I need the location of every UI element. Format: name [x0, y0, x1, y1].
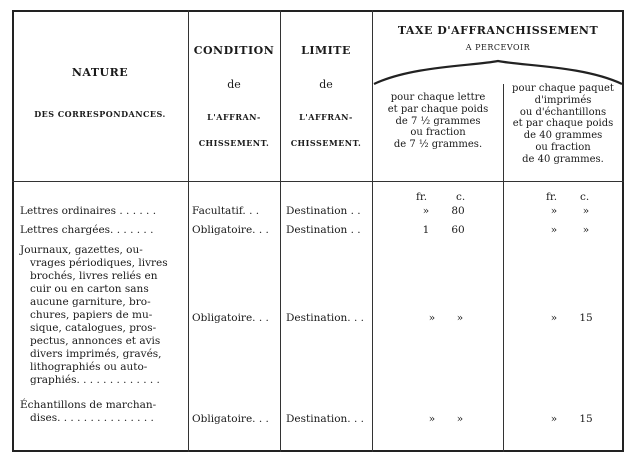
header-condition-sub1: L'AFFRAN- [207, 112, 261, 122]
header-lettre-column: pour chaque lettre et par chaque poids de 7 ½ grammes ou fraction de 7 ½ grammes. [387, 92, 489, 151]
row-lettres-ordinaires-paquet-fr: » [550, 205, 558, 217]
row-lettres-ordinaires-limite: Destination . . [286, 205, 361, 217]
row-echantillons-lettre-fr: » [428, 413, 436, 425]
unit-c-paquet: c. [580, 191, 590, 203]
row-lettres-ordinaires-condition: Facultatif. . . [192, 205, 260, 217]
row-journaux-limite: Destination. . . [286, 312, 364, 324]
row-lettres-ordinaires-lettre-fr: » [422, 205, 430, 217]
header-limite: LIMITE [301, 44, 351, 57]
row-lettres-chargees-lettre-c: 60 [451, 224, 465, 236]
header-limite-de: de [319, 78, 333, 91]
header-nature: NATURE [71, 66, 129, 79]
row-echantillons-lettre-c: » [456, 413, 464, 425]
row-journaux-lettre-c: » [456, 312, 464, 324]
row-echantillons-limite: Destination. . . [286, 413, 364, 425]
row-echantillons-condition: Obligatoire. . . [192, 413, 269, 425]
header-condition: CONDITION [193, 44, 275, 57]
header-nature-sub: DES CORRESPONDANCES. [34, 109, 166, 119]
unit-fr-lettre: fr. [416, 191, 428, 203]
row-journaux-condition: Obligatoire. . . [192, 312, 269, 324]
row-journaux-nature: Journaux, gazettes, ou- vrages périodiques, livres brochés, livres reliés en cuir ou en carton sans aucune garniture, bro- chures, papiers de mu- sique, catalogues, pros- pectus, annonces et avis divers imprimés, gravés, lithographiés ou auto- graphiés. . . . . . . . . . . . . [20, 244, 168, 386]
row-echantillons-paquet-c: 15 [579, 413, 593, 425]
unit-fr-paquet: fr. [546, 191, 558, 203]
row-echantillons-paquet-fr: » [550, 413, 558, 425]
header-condition-sub2: CHISSEMENT. [198, 138, 270, 148]
row-lettres-chargees-paquet-fr: » [550, 224, 558, 236]
row-journaux-paquet-fr: » [550, 312, 558, 324]
row-journaux-lettre-fr: » [428, 312, 436, 324]
column-divider [188, 10, 189, 452]
row-lettres-ordinaires-lettre-c: 80 [451, 205, 465, 217]
header-limite-sub2: CHISSEMENT. [290, 138, 362, 148]
header-taxe: TAXE D'AFFRANCHISSEMENT [397, 24, 599, 37]
header-taxe-sub: A PERCEVOIR [465, 43, 531, 52]
row-echantillons-nature: Échantillons de marchan- dises. . . . . . . . . . . . . . . [20, 399, 157, 424]
column-divider [280, 10, 281, 452]
row-lettres-chargees-limite: Destination . . [286, 224, 361, 236]
row-lettres-ordinaires-paquet-c: » [582, 205, 590, 217]
header-rule [12, 181, 624, 182]
row-lettres-ordinaires-nature: Lettres ordinaires . . . . . . [20, 205, 157, 217]
unit-c-lettre: c. [456, 191, 466, 203]
header-limite-sub1: L'AFFRAN- [299, 112, 353, 122]
row-lettres-chargees-paquet-c: » [582, 224, 590, 236]
row-journaux-paquet-c: 15 [579, 312, 593, 324]
row-lettres-chargees-condition: Obligatoire. . . [192, 224, 269, 236]
header-condition-de: de [227, 78, 241, 91]
row-lettres-chargees-lettre-fr: 1 [422, 224, 430, 236]
header-paquet-column: pour chaque paquet d'imprimés ou d'échantillons et par chaque poids de 40 grammes ou fraction de 40 grammes. [512, 83, 614, 165]
row-lettres-chargees-nature: Lettres chargées. . . . . . . [20, 224, 154, 236]
